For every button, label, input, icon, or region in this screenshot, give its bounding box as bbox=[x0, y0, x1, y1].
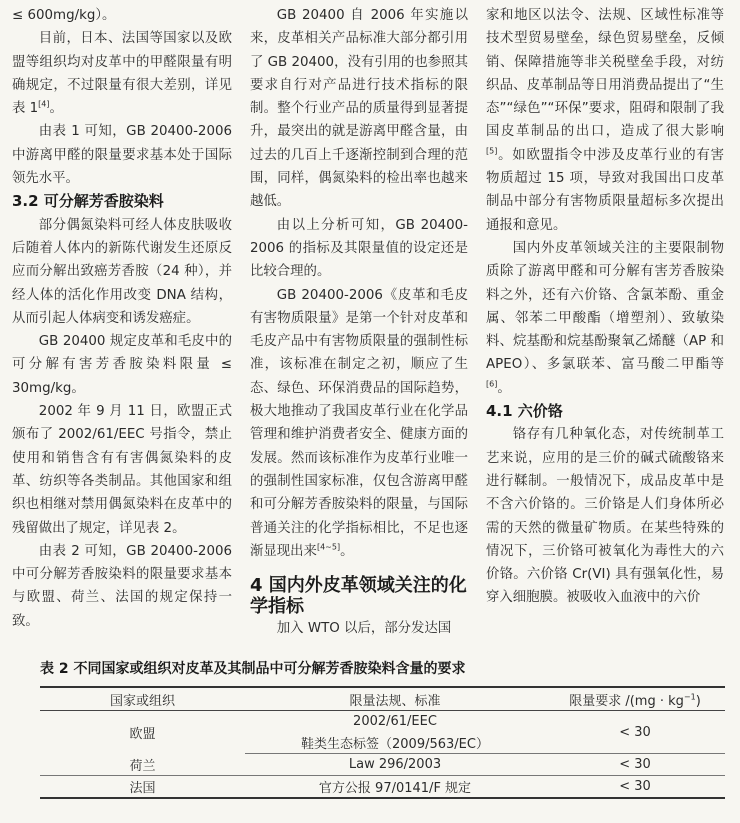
table-header-row bbox=[40, 687, 725, 711]
paragraph: 加入 WTO 以后，部分发达国 bbox=[276, 621, 452, 637]
text-column-2 bbox=[250, 4, 468, 640]
text-column-3 bbox=[486, 4, 724, 610]
paragraph-text: 国内外皮革领域关注的主要限制物质除了游离甲醛和可分解有害芳香胺染料之外，还有六价铬、含氯苯酚、重金属、邻苯二甲酸酯（增塑剂）、致敏染料、烷基酚和烷基酚聚氧乙烯醚（AP 和 APEO）、多氯联苯、富马酸二甲酯等 bbox=[486, 240, 724, 373]
limit-cell: < 30 bbox=[545, 711, 725, 754]
paragraph-text: 目前，日本、法国等国家以及欧盟等组织均对皮革中的甲醛限量有明确规定，不过限量有很大差别，详见表 1 bbox=[12, 31, 232, 117]
header-limit bbox=[545, 687, 725, 711]
paragraph: GB 20400 自 2006 年实施以来，皮革相关产品标准大部分都引用了 GB 20400，没有引用的也参照其要求自行对产品进行技术指标的限制。整个行业产品的质量得到显著提升，最突出的就是游离甲醛含量，由过去的几百上千逐渐控制到合理的范围，同样，偶氮染料的检出率也越来越低。 bbox=[250, 8, 468, 210]
header-regulation: 限量法规、标准 bbox=[245, 687, 545, 711]
country-cell: 欧盟 bbox=[129, 726, 156, 742]
paragraph-end: 。 bbox=[340, 543, 354, 559]
country-cell: 荷兰 bbox=[40, 754, 245, 776]
requirements-table bbox=[40, 686, 725, 799]
regulation-cell: Law 296/2003 bbox=[245, 754, 545, 776]
table-block bbox=[40, 658, 725, 799]
paragraph: 部分偶氮染料可经人体皮肤吸收后随着人体内的新陈代谢发生还原反应而分解出致癌芳香胺（24 种），并经人体的活化作用改变 DNA 结构，从而引起人体病变和诱发癌症。 bbox=[12, 217, 232, 326]
paragraph bbox=[486, 4, 724, 237]
paragraph: 2002 年 9 月 11 日，欧盟正式颁布了 2002/61/EEC 号指令，禁止使用和销售含有有害偶氮染料的皮革、纺织等各类制品。其他国家和组织也相继对禁用偶氮染料在皮革中的残留做出了规定，详见表 2。 bbox=[12, 404, 232, 536]
header-country: 国家或组织 bbox=[40, 687, 245, 711]
paragraph-text: GB 20400-2006《皮革和毛皮 有害物质限量》是第一个针对皮革和毛皮产品中有害物质限量的强制性标准，该标准在制定之初，顺应了生态、绿色、环保消费品的国际趋势，极大地推动了我国皮革行业在化学品管理和维护消费者安全、健康方面的发展。然而该标准作为皮革行业唯一的强制性国家标准，仅包含游离甲醛和可分解芳香胺染料的限量，与国际普通关注的化学指标相比，不足也逐渐显现出来 bbox=[250, 287, 468, 559]
regulation-cell: 鞋类生态标签（2009/563/EC） bbox=[245, 732, 545, 754]
header-limit-text: 限量要求 /(mg · kg bbox=[569, 693, 684, 709]
table-row bbox=[40, 776, 725, 799]
paragraph: 由以上分析可知，GB 20400-2006 的指标及其限量值的设定还是比较合理的。 bbox=[250, 217, 468, 280]
chapter-heading: 4 国内外皮革领域关注的化学指标 bbox=[250, 575, 467, 618]
paragraph-end: 。如欧盟指令中涉及皮革行业的有害物质超过 15 项，导致对我国出口皮革制品中部分有害物质限量超标多次提出通报和意见。 bbox=[486, 147, 724, 233]
limit-cell: < 30 bbox=[545, 754, 725, 776]
table-row bbox=[40, 711, 725, 733]
paragraph: ≤ 600mg/kg）。 bbox=[12, 8, 116, 23]
country-cell: 法国 bbox=[40, 776, 245, 799]
table-caption: 表 2 不同国家或组织对皮革及其制品中可分解芳香胺染料含量的要求 bbox=[40, 661, 466, 677]
limit-cell: < 30 bbox=[545, 776, 725, 799]
paragraph bbox=[250, 284, 468, 564]
regulation-cell: 官方公报 97/0141/F 规定 bbox=[245, 776, 545, 799]
paragraph bbox=[12, 27, 232, 120]
paragraph-end: 。 bbox=[497, 380, 511, 396]
section-heading: 4.1 六价铬 bbox=[486, 402, 563, 421]
unit-exponent: −1 bbox=[683, 692, 696, 702]
paragraph bbox=[486, 237, 724, 400]
citation: [5] bbox=[486, 146, 498, 156]
text-column-1 bbox=[12, 4, 232, 633]
citation: [6] bbox=[486, 379, 498, 389]
paragraph: 铬存有几种氧化态，对传统制革工艺来说，应用的是三价的碱式硫酸铬来进行鞣制。一般情况下，成品皮革中是不含六价铬的。三价铬是人们身体所必需的天然的微量矿物质。在某些特殊的情况下，三价铬可被氧化为毒性大的六价铬。六价铬 Cr(VI) 具有强氧化性，易穿入细胞膜。被吸收入血液中的六价 bbox=[486, 427, 724, 606]
paragraph-text: 家和地区以法令、法规、区域性标准等技术型贸易壁垒，绿色贸易壁垒，反倾销、保障措施等非关税壁垒手段，对纺织品、皮革制品等日用消费品提出了“生态”“绿色”“环保”要求，阻碍和限制了我国皮革制品的出口，造成了很大影响 bbox=[486, 8, 724, 140]
paragraph: 由表 2 可知，GB 20400-2006 中可分解芳香胺染料的限量要求基本与欧盟、荷兰、法国的规定保持一致。 bbox=[12, 543, 232, 629]
paragraph: 由表 1 可知，GB 20400-2006 中游离甲醛的限量要求基本处于国际领先水平。 bbox=[12, 124, 232, 187]
paragraph: GB 20400 规定皮革和毛皮中的可分解有害芳香胺染料限量 ≤ 30mg/kg。 bbox=[12, 334, 232, 396]
citation: [4~5] bbox=[316, 542, 341, 552]
regulation-cell: 2002/61/EEC bbox=[353, 714, 437, 729]
citation: [4] bbox=[38, 99, 50, 109]
table-row bbox=[40, 754, 725, 776]
section-heading: 3.2 可分解芳香胺染料 bbox=[12, 192, 164, 211]
header-limit-close: ) bbox=[695, 693, 701, 709]
paragraph-end: 。 bbox=[49, 101, 63, 117]
